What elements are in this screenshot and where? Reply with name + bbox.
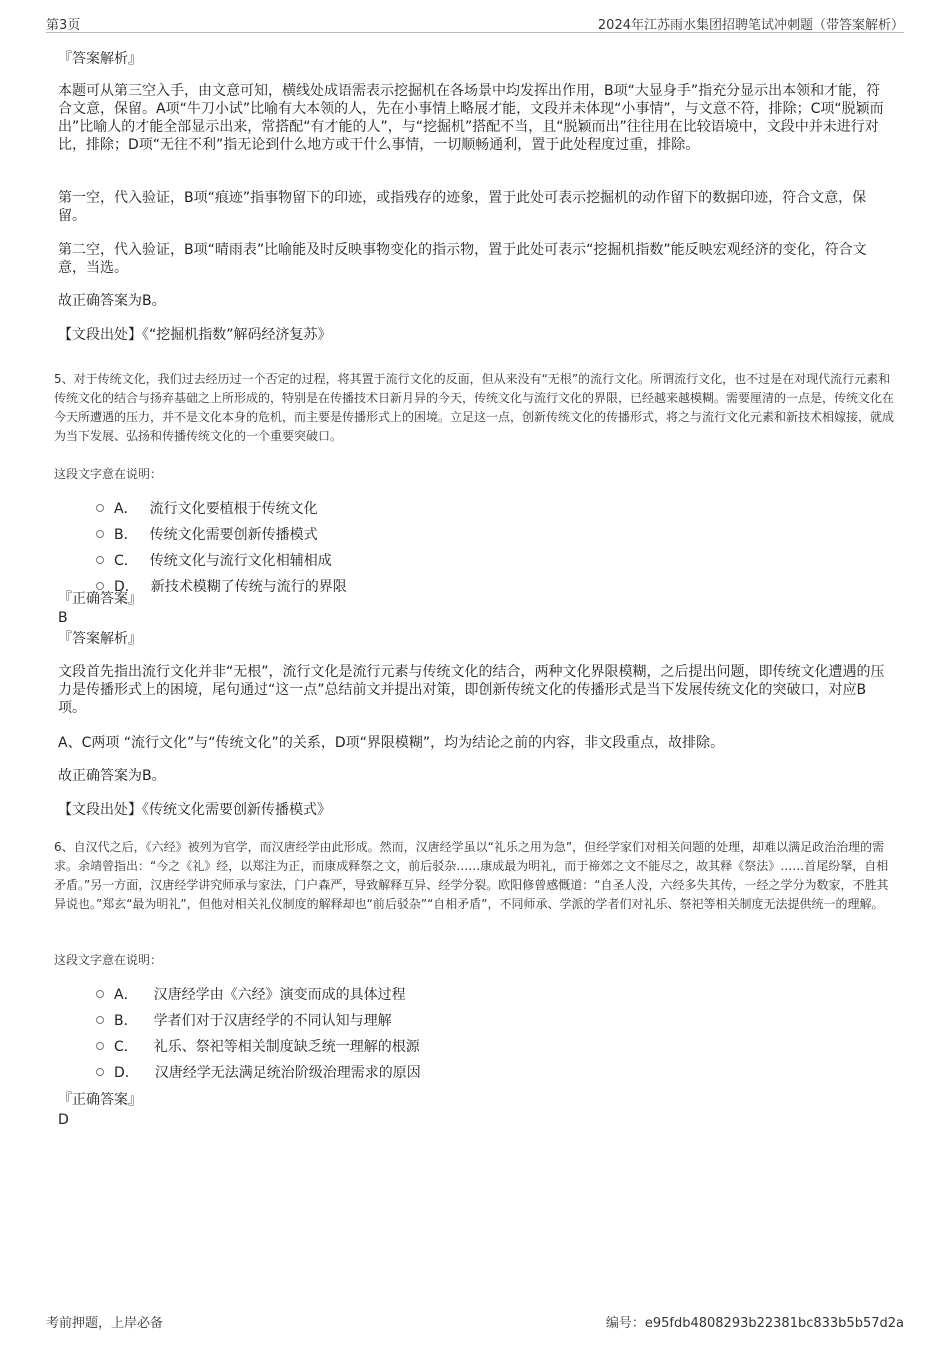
q5-answer: B xyxy=(58,610,68,626)
q5-option-c[interactable]: C． 传统文化与流行文化相辅相成 xyxy=(96,549,332,571)
radio-icon[interactable] xyxy=(96,1042,104,1050)
q4-conclusion: 故正确答案为B。 xyxy=(58,293,166,309)
radio-icon[interactable] xyxy=(96,990,104,998)
q6-option-d[interactable]: D． 汉唐经学无法满足统治阶级治理需求的原因 xyxy=(96,1061,421,1083)
q6-option-b[interactable]: B． 学者们对于汉唐经学的不同认知与理解 xyxy=(96,1009,392,1031)
q6-stem: 这段文字意在说明： xyxy=(54,953,163,967)
q5-stem: 这段文字意在说明： xyxy=(54,467,163,481)
q6-answer: D xyxy=(58,1112,69,1128)
q5-source: 【文段出处】《传统文化需要创新传播模式》 xyxy=(58,802,331,818)
q5-option-a[interactable]: A． 流行文化要植根于传统文化 xyxy=(96,497,318,519)
q5-question-text: 5、对于传统文化，我们过去经历过一个否定的过程，将其置于流行文化的反面，但从来没有“无根”的流行文化。所谓流行文化，也不过是在对现代流行元素和传统文化的结合与扬弃基础之上所形成的，特别是在传播技术日新月异的今天，传统文化与流行文化的界限，已经越来越模糊。需要厘清的一点是，传统文化在今天所遭遇的压力，并不是文化本身的危机，而主要是传播形式上的困境。立足这一点，创新传统文化的传播形式，将之与流行文化元素和新技术相嫁接，就成为当下发展、弘扬和传播传统文化的一个重要突破口。 xyxy=(54,372,895,443)
radio-icon[interactable] xyxy=(96,1068,104,1076)
q5-option-d[interactable]: D． 新技术模糊了传统与流行的界限 xyxy=(96,575,347,597)
q4-source: 【文段出处】《“挖掘机指数”解码经济复苏》 xyxy=(58,327,332,343)
q4-analysis-p1: 本题可从第三空入手，由文意可知，横线处成语需表示挖掘机在各场景中均发挥出作用，B项“大显身手”指充分显示出本领和才能，符合文意，保留。A项“牛刀小试”比喻有大本领的人，先在小事情上略展才能，文段并未体现“小事情”，与文意不符，排除；C项“脱颖而出”比喻人的才能全部显示出来，常搭配“有才能的人”，与“挖掘机”搭配不当，且“脱颖而出”往往用在比较语境中，文段中并未进行对比，排除；D项“无往不利”指无论到什么地方或干什么事情，一切顺畅通利，置于此处程度过重，排除。 xyxy=(58,83,884,153)
q6-option-a[interactable]: A． 汉唐经学由《六经》演变而成的具体过程 xyxy=(96,983,406,1005)
q5-analysis-label: 『答案解析』 xyxy=(58,631,142,647)
radio-icon[interactable] xyxy=(96,1016,104,1024)
q5-analysis-p1: 文段首先指出流行文化并非“无根”，流行文化是流行元素与传统文化的结合，两种文化界限模糊，之后提出问题，即传统文化遭遇的压力是传播形式上的困境，尾句通过“这一点”总结前文并提出对策，即创新传统文化的传播形式是当下发展传统文化的突破口，对应B项。 xyxy=(58,664,885,716)
q4-analysis-p2: 第一空，代入验证，B项“痕迹”指事物留下的印迹，或指残存的迹象，置于此处可表示挖掘机的动作留下的数据印迹，符合文意，保留。 xyxy=(58,190,867,224)
q4-analysis-label: 『答案解析』 xyxy=(58,51,142,67)
page-footer xyxy=(46,1310,904,1334)
page-number: 第3页 xyxy=(46,18,81,33)
q4-analysis-p3: 第二空，代入验证，B项“晴雨表”比喻能及时反映事物变化的指示物，置于此处可表示“挖掘机指数”能反映宏观经济的变化，符合文意，当选。 xyxy=(58,242,867,276)
document-title: 2024年江苏雨水集团招聘笔试冲刺题（带答案解析） xyxy=(597,18,904,33)
document-id: 编号：e95fdb4808293b22381bc833b5b57d2a xyxy=(605,1316,904,1331)
q5-conclusion: 故正确答案为B。 xyxy=(58,768,166,784)
radio-icon[interactable] xyxy=(96,582,104,590)
q6-option-c[interactable]: C． 礼乐、祭祀等相关制度缺乏统一理解的根源 xyxy=(96,1035,420,1057)
q6-answer-label: 『正确答案』 xyxy=(58,1092,142,1108)
q5-option-b[interactable]: B． 传统文化需要创新传播模式 xyxy=(96,523,318,545)
radio-icon[interactable] xyxy=(96,556,104,564)
radio-icon[interactable] xyxy=(96,504,104,512)
q5-answer-label: 『正确答案』 xyxy=(58,591,142,607)
q6-question-text: 6、自汉代之后，《六经》被列为官学，而汉唐经学由此形成。然而，汉唐经学虽以“礼乐之用为急”，但经学家们对相关问题的处理，却难以满足政治治理的需求。余靖曾指出：“今之《礼》经，以郑注为正，而康成释祭之文，前后驳杂……康成最为明礼，而于禘郊之文不能尽之，故其释《祭法》……首尾纷拏，自相矛盾。”另一方面，汉唐经学讲究师承与家法，门户森严，导致解释互异、经学分裂。欧阳修曾感慨道：“自圣人没，六经多失其传，一经之学分为数家，不胜其异说也。”郑玄“最为明礼”，但他对相关礼仪制度的解释却也“前后驳杂”“自相矛盾”，不同师承、学派的学者们对礼乐、祭祀等相关制度无法提供统一的理解。 xyxy=(54,840,889,911)
q5-analysis-p2: A、C两项 “流行文化”与“传统文化”的关系，D项“界限模糊”，均为结论之前的内容，非文段重点，故排除。 xyxy=(58,735,725,751)
footer-slogan: 考前押题，上岸必备 xyxy=(46,1316,164,1331)
radio-icon[interactable] xyxy=(96,530,104,538)
page-header xyxy=(46,10,904,33)
